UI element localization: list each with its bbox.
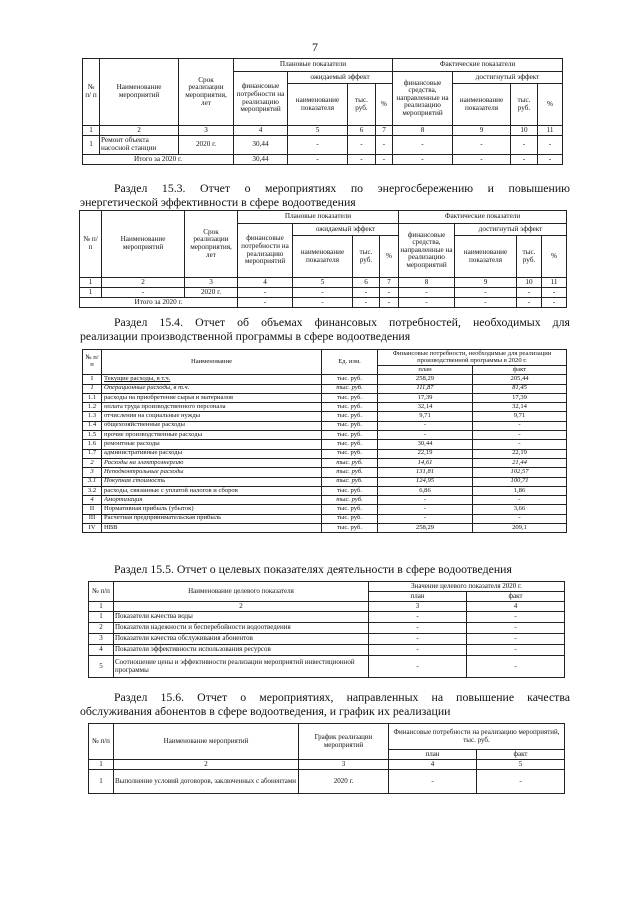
- cell-plan: 131,81: [378, 468, 473, 477]
- cell-unit: тыс. руб.: [322, 375, 378, 384]
- cell-num: 4: [89, 645, 114, 656]
- col-num: 9: [455, 278, 517, 288]
- table-energy-saving: [79, 210, 567, 308]
- cell-fact: -: [473, 431, 567, 440]
- cell-value: -: [517, 298, 542, 308]
- cell-plan: -: [369, 634, 467, 645]
- header-term: Срок реализации мероприятия, лет: [179, 59, 234, 126]
- cell-fact: 102,57: [473, 468, 567, 477]
- col-num: 8: [399, 278, 455, 288]
- cell-name: Показатели качества воды: [114, 612, 369, 623]
- section-15-4-heading: [80, 316, 570, 343]
- cell-fact: 22,19: [473, 449, 567, 458]
- col-num: 5: [293, 278, 353, 288]
- header-percent: %: [380, 236, 399, 278]
- cell-num: 3: [89, 634, 114, 645]
- col-num: 3: [179, 126, 234, 136]
- cell-fact: 3,66: [473, 505, 567, 514]
- cell-name: расходы на приобретение сырья и материалов: [102, 393, 322, 402]
- cell-value: -: [511, 136, 538, 155]
- cell-plan: -: [369, 612, 467, 623]
- table-row: [83, 393, 567, 402]
- cell-value: -: [353, 298, 380, 308]
- cell-fact: -: [467, 612, 565, 623]
- cell-unit: тыс. руб.: [322, 384, 378, 393]
- cell-name: прочие производственные расходы: [102, 431, 322, 440]
- cell-name: Нормативная прибыль (убыток): [102, 505, 322, 514]
- cell-plan: 258,29: [378, 375, 473, 384]
- header-schedule: График реализации мероприятий: [299, 724, 389, 760]
- col-num: 7: [376, 126, 393, 136]
- cell-name: Амортизация: [102, 496, 322, 505]
- table-row: [83, 375, 567, 384]
- cell-value: -: [455, 298, 517, 308]
- cell-name: общехозяйственные расходы: [102, 421, 322, 430]
- cell-plan: -: [369, 656, 467, 678]
- cell-value: -: [393, 136, 453, 155]
- cell-name: Показатели качества обслуживания абонентов: [114, 634, 369, 645]
- header-indicator-name: наименование показателя: [453, 84, 511, 126]
- cell-num: II: [83, 505, 102, 514]
- cell-num: 1: [89, 770, 114, 794]
- header-measure-name: Наименование мероприятий: [114, 724, 299, 760]
- cell-year: 2020 г.: [179, 136, 234, 155]
- section-15-6-heading: [80, 691, 570, 718]
- cell-name: Расчетная предпринимательская прибыль: [102, 514, 322, 523]
- col-num: 5: [288, 126, 348, 136]
- column-number-row: [83, 126, 563, 136]
- cell-unit: тыс. руб.: [322, 524, 378, 533]
- header-fact: факт: [477, 750, 565, 760]
- header-no: № п/ п: [83, 59, 100, 126]
- col-num: 10: [511, 126, 538, 136]
- table-row: [83, 514, 567, 523]
- cell-plan: 258,29: [378, 524, 473, 533]
- cell-schedule: 2020 г.: [299, 770, 389, 794]
- header-expected-effect: ожидаемый эффект: [293, 224, 399, 236]
- cell-fact: -: [473, 440, 567, 449]
- cell-value: -: [238, 298, 293, 308]
- cell-value: -: [399, 298, 455, 308]
- cell-num: 3: [83, 468, 102, 477]
- col-num: 1: [89, 760, 114, 770]
- header-fin-directed: финансовые средства, направленные на реализацию мероприятий: [393, 72, 453, 126]
- cell-fact: -: [477, 770, 565, 794]
- cell-name: Показатели надежности и бесперебойности водоотведения: [114, 623, 369, 634]
- cell-name: Операционные расходы, в т.ч.: [102, 384, 322, 393]
- header-achieved-effect: достигнутый эффект: [453, 72, 563, 84]
- table-row: [83, 431, 567, 440]
- heading-line: Раздел 15.3. Отчет о мероприятиях по энергосбережению и повышению: [114, 181, 570, 195]
- cell-plan: -: [378, 431, 473, 440]
- cell-plan: 6,86: [378, 486, 473, 495]
- cell-fact: 1,86: [473, 486, 567, 495]
- header-unit: Ед. изм.: [322, 350, 378, 375]
- table-row: [89, 612, 565, 623]
- cell-plan: -: [369, 623, 467, 634]
- heading-line: реализации производственной программы в сфере водоотведения: [80, 328, 411, 343]
- heading-line: Раздел 15.4. Отчет об объемах финансовых потребностей, необходимых для: [114, 315, 570, 329]
- col-num: 4: [238, 278, 293, 288]
- cell-value: -: [288, 136, 348, 155]
- cell-num: 1: [83, 136, 100, 155]
- table-row: [83, 524, 567, 533]
- cell-value: -: [542, 288, 567, 298]
- cell-name: Показатели эффективности использования ресурсов: [114, 645, 369, 656]
- cell-unit: тыс. руб.: [322, 468, 378, 477]
- cell-plan: 124,95: [378, 477, 473, 486]
- cell-value: -: [376, 155, 393, 165]
- col-num: 3: [369, 602, 467, 612]
- cell-num: I: [83, 375, 102, 384]
- cell-fact: 209,1: [473, 524, 567, 533]
- heading-line: энергетической эффективности в сфере водоотведения: [80, 194, 356, 209]
- table-row: [83, 403, 567, 412]
- cell-unit: тыс. руб.: [322, 393, 378, 402]
- header-fact: факт: [467, 592, 565, 602]
- heading-line: обслуживания абонентов в сфере водоотведения, и график их реализации: [80, 703, 451, 718]
- header-planned: Плановые показатели: [234, 59, 393, 72]
- cell-name: отчисления на социальные нужды: [102, 412, 322, 421]
- table-row: [83, 136, 563, 155]
- cell-num: 1: [89, 612, 114, 623]
- col-num: 9: [453, 126, 511, 136]
- cell-plan: -: [378, 496, 473, 505]
- cell-fact: 205,44: [473, 375, 567, 384]
- cell-value: -: [288, 155, 348, 165]
- cell-num: 3.1: [83, 477, 102, 486]
- table-row: [83, 412, 567, 421]
- header-no: № п/п: [89, 582, 114, 602]
- cell-name: Текущие расходы, в т.ч.: [102, 375, 322, 384]
- cell-fact: 81,45: [473, 384, 567, 393]
- header-expected-effect: ожидаемый эффект: [288, 72, 393, 84]
- table-service-quality-measures: [88, 723, 565, 794]
- table-row: [83, 440, 567, 449]
- col-num: 11: [542, 278, 567, 288]
- cell-unit: тыс. руб.: [322, 421, 378, 430]
- cell-unit: тыс. руб.: [322, 412, 378, 421]
- header-plan: план: [378, 366, 473, 375]
- table-financial-needs: [82, 349, 567, 533]
- header-achieved-effect: достигнутый эффект: [455, 224, 567, 236]
- table-row: [80, 288, 567, 298]
- cell-fact: 32,14: [473, 403, 567, 412]
- cell-value: -: [353, 288, 380, 298]
- col-num: 11: [538, 126, 563, 136]
- header-indicator-name: наименование показателя: [455, 236, 517, 278]
- cell-unit: тыс. руб.: [322, 505, 378, 514]
- cell-num: 1.2: [83, 403, 102, 412]
- col-num: 6: [353, 278, 380, 288]
- cell-value: -: [293, 288, 353, 298]
- cell-fact: -: [467, 623, 565, 634]
- cell-num: 1.3: [83, 412, 102, 421]
- cell-fact: -: [473, 514, 567, 523]
- col-num: 10: [517, 278, 542, 288]
- cell-value: -: [517, 288, 542, 298]
- cell-unit: тыс. руб.: [322, 431, 378, 440]
- cell-fin: 30,44: [234, 136, 288, 155]
- cell-name: Неподконтрольные расходы: [102, 468, 322, 477]
- cell-unit: тыс. руб.: [322, 496, 378, 505]
- cell-value: -: [393, 155, 453, 165]
- col-num: 2: [102, 278, 185, 288]
- cell-fact: -: [473, 421, 567, 430]
- table-row: [83, 449, 567, 458]
- table-row: [83, 505, 567, 514]
- header-fin-needs: финансовые потребности на реализацию мероприятий: [238, 224, 293, 278]
- col-num: 8: [393, 126, 453, 136]
- table-row: [89, 770, 565, 794]
- cell-value: -: [293, 298, 353, 308]
- cell-value: -: [453, 136, 511, 155]
- cell-num: 1.5: [83, 431, 102, 440]
- cell-value: -: [453, 155, 511, 165]
- cell-num: 3.2: [83, 486, 102, 495]
- header-value: Значение целевого показателя 2020 г.: [369, 582, 565, 592]
- cell-num: 2: [83, 458, 102, 467]
- header-measure-name: Наименование мероприятий: [100, 59, 179, 126]
- cell-name: Ремонт объекта насосной станции: [100, 136, 179, 155]
- header-actual: Фактические показатели: [399, 211, 567, 224]
- heading-line: Раздел 15.6. Отчет о мероприятиях, направленных на повышение качества: [114, 690, 570, 704]
- cell-fact: -: [473, 496, 567, 505]
- table-measures-water-supply: [82, 58, 563, 165]
- cell-value: -: [380, 298, 399, 308]
- cell-num: 1.4: [83, 421, 102, 430]
- header-thousand-rub: тыс. руб.: [348, 84, 376, 126]
- cell-num: 5: [89, 656, 114, 678]
- header-indicator-name: Наименование целевого показателя: [114, 582, 369, 602]
- col-num: 1: [80, 278, 102, 288]
- table-target-indicators: [88, 581, 565, 678]
- table-row: [83, 486, 567, 495]
- cell-num: 1.7: [83, 449, 102, 458]
- header-indicator-name: наименование показателя: [288, 84, 348, 126]
- cell-value: -: [376, 136, 393, 155]
- col-num: 7: [380, 278, 399, 288]
- section-15-5-heading: [80, 563, 570, 577]
- col-num: 1: [83, 126, 100, 136]
- cell-fact: -: [467, 645, 565, 656]
- column-number-row: [80, 278, 567, 288]
- cell-value: -: [542, 298, 567, 308]
- cell-fact: 17,39: [473, 393, 567, 402]
- cell-name: Расходы на электроэнергию: [102, 458, 322, 467]
- cell-plan: -: [378, 514, 473, 523]
- total-label: Итого за 2020 г.: [80, 298, 238, 308]
- cell-plan: 14,61: [378, 458, 473, 467]
- cell-plan: -: [378, 505, 473, 514]
- total-row: [83, 155, 563, 165]
- cell-value: -: [348, 155, 376, 165]
- cell-fact: -: [467, 634, 565, 645]
- header-actual: Фактические показатели: [393, 59, 563, 72]
- col-num: 6: [348, 126, 376, 136]
- col-num: 3: [185, 278, 238, 288]
- cell-year: 2020 г.: [185, 288, 238, 298]
- cell-num: 4: [83, 496, 102, 505]
- header-name: Наименование: [102, 350, 322, 375]
- col-num: 2: [114, 760, 299, 770]
- table-row: [83, 384, 567, 393]
- header-fact: факт: [473, 366, 567, 375]
- total-row: [80, 298, 567, 308]
- header-thousand-rub: тыс. руб.: [517, 236, 542, 278]
- cell-fact: -: [467, 656, 565, 678]
- cell-unit: тыс. руб.: [322, 440, 378, 449]
- cell-plan: 30,44: [378, 440, 473, 449]
- cell-unit: тыс. руб.: [322, 514, 378, 523]
- cell-fact: 21,44: [473, 458, 567, 467]
- cell-num: 1.1: [83, 393, 102, 402]
- cell-unit: тыс. руб.: [322, 458, 378, 467]
- header-no: № п/п: [89, 724, 114, 760]
- table-row: [83, 421, 567, 430]
- table-row: [83, 468, 567, 477]
- cell-name: Выполнение условий договоров, заключенных с абонентами: [114, 770, 299, 794]
- cell-num: 1.6: [83, 440, 102, 449]
- col-num: 4: [234, 126, 288, 136]
- header-fin-needs: Финансовые потребности, необходимые для реализации производственной программы в 2020 г.: [378, 350, 567, 366]
- col-num: 4: [467, 602, 565, 612]
- cell-value: -: [511, 155, 538, 165]
- col-num: 3: [299, 760, 389, 770]
- cell-value: -: [538, 136, 563, 155]
- cell-name: расходы, связанные с уплатой налогов и сборов: [102, 486, 322, 495]
- column-number-row: [89, 602, 565, 612]
- cell-unit: тыс. руб.: [322, 449, 378, 458]
- header-planned: Плановые показатели: [238, 211, 399, 224]
- cell-plan: 32,14: [378, 403, 473, 412]
- header-plan: план: [389, 750, 477, 760]
- header-percent: %: [376, 84, 393, 126]
- col-num: 4: [389, 760, 477, 770]
- cell-value: -: [399, 288, 455, 298]
- cell-plan: 22,19: [378, 449, 473, 458]
- total-label: Итого за 2020 г.: [83, 155, 234, 165]
- header-fin-needs: Финансовые потребности на реализацию мероприятий, тыс. руб.: [389, 724, 565, 750]
- cell-num: IV: [83, 524, 102, 533]
- cell-name: Соотношение цены и эффективности реализации мероприятий инвестиционной программы: [114, 656, 369, 678]
- header-no: № п/ п: [83, 350, 102, 375]
- header-term: Срок реализации мероприятия, лет: [185, 211, 238, 278]
- table-row: [89, 656, 565, 678]
- cell-value: -: [538, 155, 563, 165]
- header-thousand-rub: тыс. руб.: [511, 84, 538, 126]
- cell-num: 2: [89, 623, 114, 634]
- cell-plan: -: [389, 770, 477, 794]
- cell-plan: 17,39: [378, 393, 473, 402]
- cell-name: -: [102, 288, 185, 298]
- cell-name: НВВ: [102, 524, 322, 533]
- col-num: 2: [114, 602, 369, 612]
- cell-name: Покупная стоимость: [102, 477, 322, 486]
- header-percent: %: [538, 84, 563, 126]
- cell-value: -: [348, 136, 376, 155]
- cell-value: -: [238, 288, 293, 298]
- cell-unit: тыс. руб.: [322, 477, 378, 486]
- cell-fact: 100,71: [473, 477, 567, 486]
- header-indicator-name: наименование показателя: [293, 236, 353, 278]
- cell-num: III: [83, 514, 102, 523]
- header-fin-directed: финансовые средства, направленные на реализацию мероприятий: [399, 224, 455, 278]
- cell-fact: 9,71: [473, 412, 567, 421]
- table-row: [89, 645, 565, 656]
- cell-name: административные расходы: [102, 449, 322, 458]
- cell-value: -: [455, 288, 517, 298]
- header-measure-name: Наименование мероприятий: [102, 211, 185, 278]
- cell-num: 1: [80, 288, 102, 298]
- header-no: № п/ п: [80, 211, 102, 278]
- cell-plan: 111,87: [378, 384, 473, 393]
- col-num: 1: [89, 602, 114, 612]
- col-num: 5: [477, 760, 565, 770]
- table-row: [89, 623, 565, 634]
- table-row: [83, 458, 567, 467]
- header-percent: %: [542, 236, 567, 278]
- table-row: [83, 477, 567, 486]
- header-thousand-rub: тыс. руб.: [353, 236, 380, 278]
- section-15-3-heading: [80, 182, 570, 209]
- col-num: 2: [100, 126, 179, 136]
- heading-line: Раздел 15.5. Отчет о целевых показателях деятельности в сфере водоотведения: [114, 562, 512, 576]
- header-fin-needs: финансовые потребности на реализацию мероприятий: [234, 72, 288, 126]
- cell-unit: тыс. руб.: [322, 486, 378, 495]
- table-row: [89, 634, 565, 645]
- table-row: [83, 496, 567, 505]
- cell-plan: -: [378, 421, 473, 430]
- cell-num: 1: [83, 384, 102, 393]
- cell-unit: тыс. руб.: [322, 403, 378, 412]
- cell-value: -: [380, 288, 399, 298]
- cell-fin: 30,44: [234, 155, 288, 165]
- cell-name: оплата труда производственного персонала: [102, 403, 322, 412]
- cell-plan: -: [369, 645, 467, 656]
- cell-name: ремонтные расходы: [102, 440, 322, 449]
- cell-plan: 9,71: [378, 412, 473, 421]
- page-number: 7: [312, 40, 318, 54]
- header-plan: план: [369, 592, 467, 602]
- column-number-row: [89, 760, 565, 770]
